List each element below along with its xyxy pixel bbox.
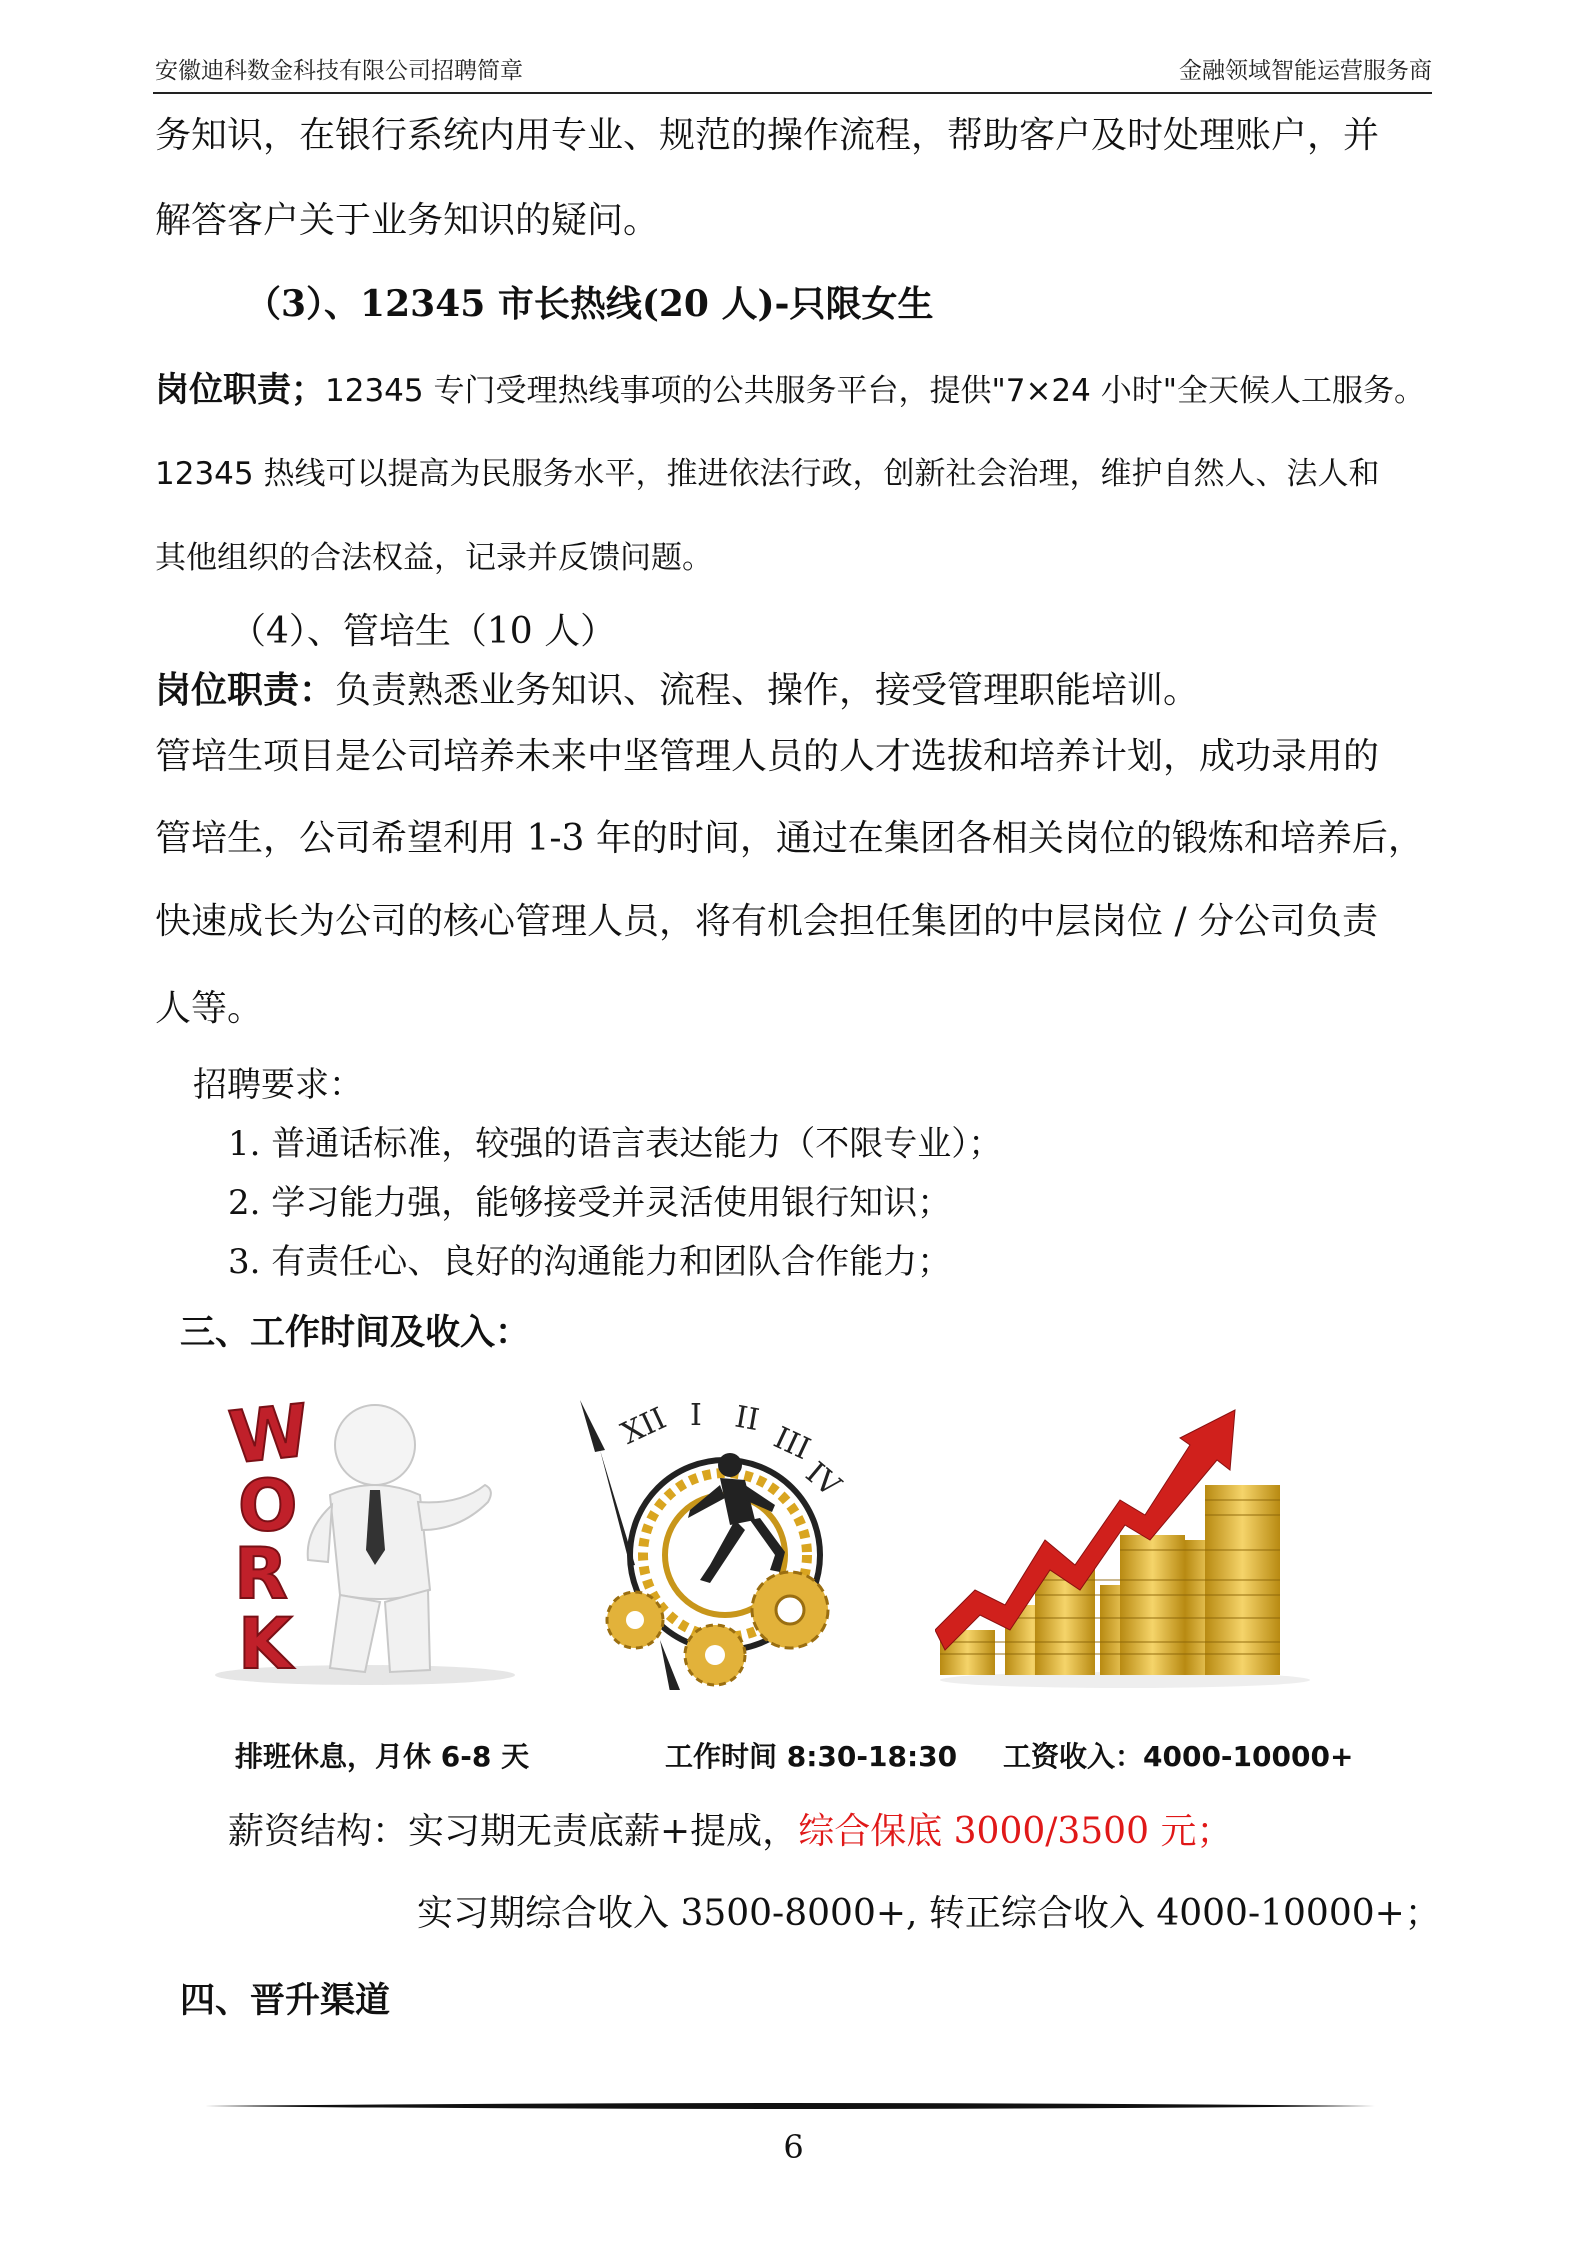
work-figure-image xyxy=(190,1390,520,1690)
paragraph-line: 解答客户关于业务知识的疑问。 xyxy=(155,200,660,241)
duty-text: 其他组织的合法权益，记录并反馈问题。 xyxy=(155,540,713,576)
section-4-title: （4）、管培生（10 人） xyxy=(230,611,617,652)
clock-numeral: XII xyxy=(616,1401,672,1452)
work-letter: W xyxy=(225,1390,314,1480)
header-right-slogan: 金融领域智能运营服务商 xyxy=(1179,58,1432,84)
work-figure-icon xyxy=(190,1390,520,1690)
duty-label: 岗位职责； xyxy=(155,370,325,410)
duty-text: 12345 专门受理热线事项的公共服务平台，提供"7×24 小时"全天候人工服务。 xyxy=(325,373,1425,409)
paragraph-line: 管培生，公司希望利用 1-3 年的时间，通过在集团各相关岗位的锻炼和培养后， xyxy=(155,818,1424,859)
requirement-item: 2. 学习能力强，能够接受并灵活使用银行知识； xyxy=(228,1183,952,1223)
caption-rest: 排班休息，月休 6-8 天 xyxy=(235,1740,530,1773)
work-letter: K xyxy=(238,1603,293,1685)
pay-guarantee: 综合保底 3000/3500 元； xyxy=(798,1811,1233,1852)
clock-numeral: III xyxy=(768,1420,816,1468)
header-rule xyxy=(153,92,1432,94)
clock-gears-icon xyxy=(560,1390,880,1690)
section-four-heading: 四、晋升渠道 xyxy=(180,1981,391,2021)
paragraph-line: 管培生项目是公司培养未来中坚管理人员的人才选拔和培养计划，成功录用的 xyxy=(155,736,1380,777)
clock-numeral: I xyxy=(690,1398,702,1433)
clock-gears-image xyxy=(560,1390,880,1690)
section-3-duty xyxy=(155,370,1435,411)
coins-growth-icon xyxy=(935,1390,1315,1690)
duty-text: 负责熟悉业务知识、流程、操作，接受管理职能培训。 xyxy=(335,670,1200,711)
requirements-title: 招聘要求： xyxy=(193,1065,363,1105)
section-4-duty xyxy=(155,670,1435,711)
caption-salary: 工资收入：4000-10000+ xyxy=(1003,1740,1354,1773)
paragraph-line: 务知识，在银行系统内用专业、规范的操作流程，帮助客户及时处理账户，并 xyxy=(155,115,1380,156)
duty-text: 12345 热线可以提高为民服务水平，推进依法行政，创新社会治理，维护自然人、法人和 xyxy=(155,456,1380,492)
section-3-title: （3）、12345 市长热线(20 人)-只限女生 xyxy=(245,283,934,325)
pay-income-line: 实习期综合收入 3500-8000+, 转正综合收入 4000-10000+； xyxy=(417,1893,1441,1934)
caption-hours: 工作时间 8:30-18:30 xyxy=(665,1740,958,1773)
requirement-item: 1. 普通话标准，较强的语言表达能力（不限专业）； xyxy=(228,1124,1003,1164)
clock-numeral: IV xyxy=(798,1455,847,1504)
work-letter: O xyxy=(238,1465,298,1547)
pay-structure-line xyxy=(228,1812,1508,1852)
footer-rule xyxy=(205,2103,1375,2109)
duty-label: 岗位职责： xyxy=(155,669,336,711)
requirement-item: 3. 有责任心、良好的沟通能力和团队合作能力； xyxy=(228,1242,952,1282)
work-letter: R xyxy=(234,1533,288,1615)
clock-numeral: II xyxy=(732,1399,762,1439)
paragraph-line: 人等。 xyxy=(155,988,264,1029)
section-three-heading: 三、工作时间及收入： xyxy=(180,1313,531,1353)
paragraph-line: 快速成长为公司的核心管理人员，将有机会担任集团的中层岗位 / 分公司负责 xyxy=(155,901,1379,942)
page-number: 6 xyxy=(783,2128,804,2166)
header-left-title: 安徽迪科数金科技有限公司招聘简章 xyxy=(155,58,523,84)
pay-text: 实习期无责底薪+提成， xyxy=(408,1811,799,1852)
pay-label: 薪资结构： xyxy=(228,1811,409,1852)
coins-growth-image xyxy=(935,1390,1315,1690)
